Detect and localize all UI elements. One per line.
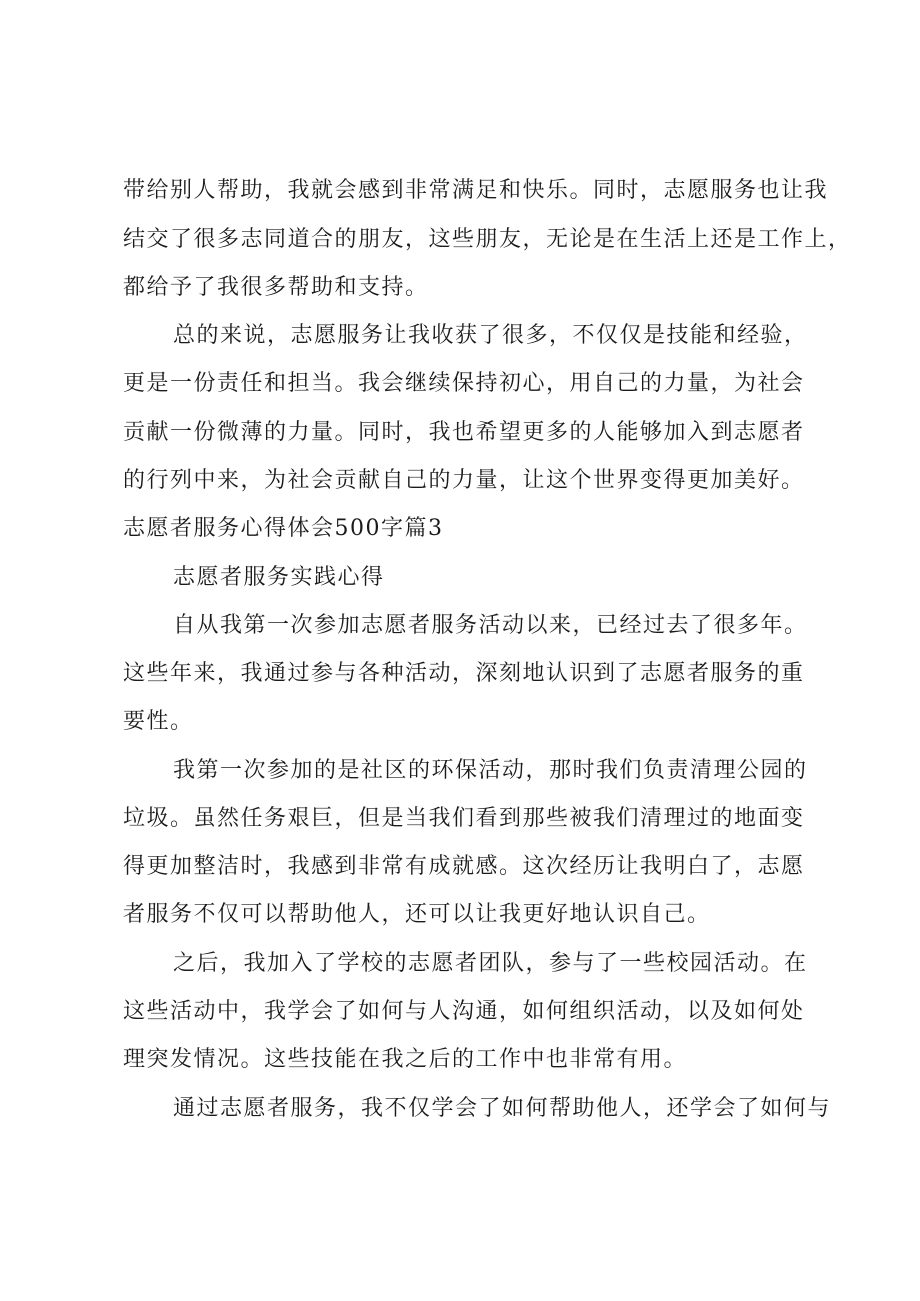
section-heading: 志愿者服务心得体会500字篇3: [123, 516, 444, 541]
paragraph-line: 带给别人帮助，我就会感到非常满足和快乐。同时，志愿服务也让我: [123, 178, 829, 203]
paragraph-line: 的行列中来，为社会贡献自己的力量，让这个世界变得更加美好。: [123, 468, 805, 493]
paragraph-line: 要性。: [123, 709, 194, 734]
paragraph-line: 理突发情况。这些技能在我之后的工作中也非常有用。: [123, 1047, 688, 1072]
paragraph-line: 得更加整洁时，我感到非常有成就感。这次经历让我明白了，志愿: [123, 854, 805, 879]
paragraph-line: 这些年来，我通过参与各种活动，深刻地认识到了志愿者服务的重: [123, 661, 805, 686]
paragraph-line: 这些活动中，我学会了如何与人沟通，如何组织活动，以及如何处: [123, 999, 805, 1024]
section-subtitle: 志愿者服务实践心得: [173, 565, 385, 590]
paragraph-line: 之后，我加入了学校的志愿者团队，参与了一些校园活动。在: [173, 951, 808, 976]
paragraph-line: 结交了很多志同道合的朋友，这些朋友，无论是在生活上还是工作上，: [123, 227, 852, 252]
paragraph-line: 垃圾。虽然任务艰巨，但是当我们看到那些被我们清理过的地面变: [123, 806, 805, 831]
paragraph-line: 自从我第一次参加志愿者服务活动以来，已经过去了很多年。: [173, 613, 808, 638]
paragraph-line: 贡献一份微薄的力量。同时，我也希望更多的人能够加入到志愿者: [123, 420, 805, 445]
paragraph-line: 都给予了我很多帮助和支持。: [123, 275, 429, 300]
paragraph-line: 我第一次参加的是社区的环保活动，那时我们负责清理公园的: [173, 758, 808, 783]
paragraph-line: 者服务不仅可以帮助他人，还可以让我更好地认识自己。: [123, 902, 711, 927]
paragraph-line: 更是一份责任和担当。我会继续保持初心，用自己的力量，为社会: [123, 371, 805, 396]
paragraph-line: 通过志愿者服务，我不仅学会了如何帮助他人，还学会了如何与: [173, 1096, 832, 1121]
paragraph-line: 总的来说，志愿服务让我收获了很多，不仅仅是技能和经验，: [173, 323, 808, 348]
